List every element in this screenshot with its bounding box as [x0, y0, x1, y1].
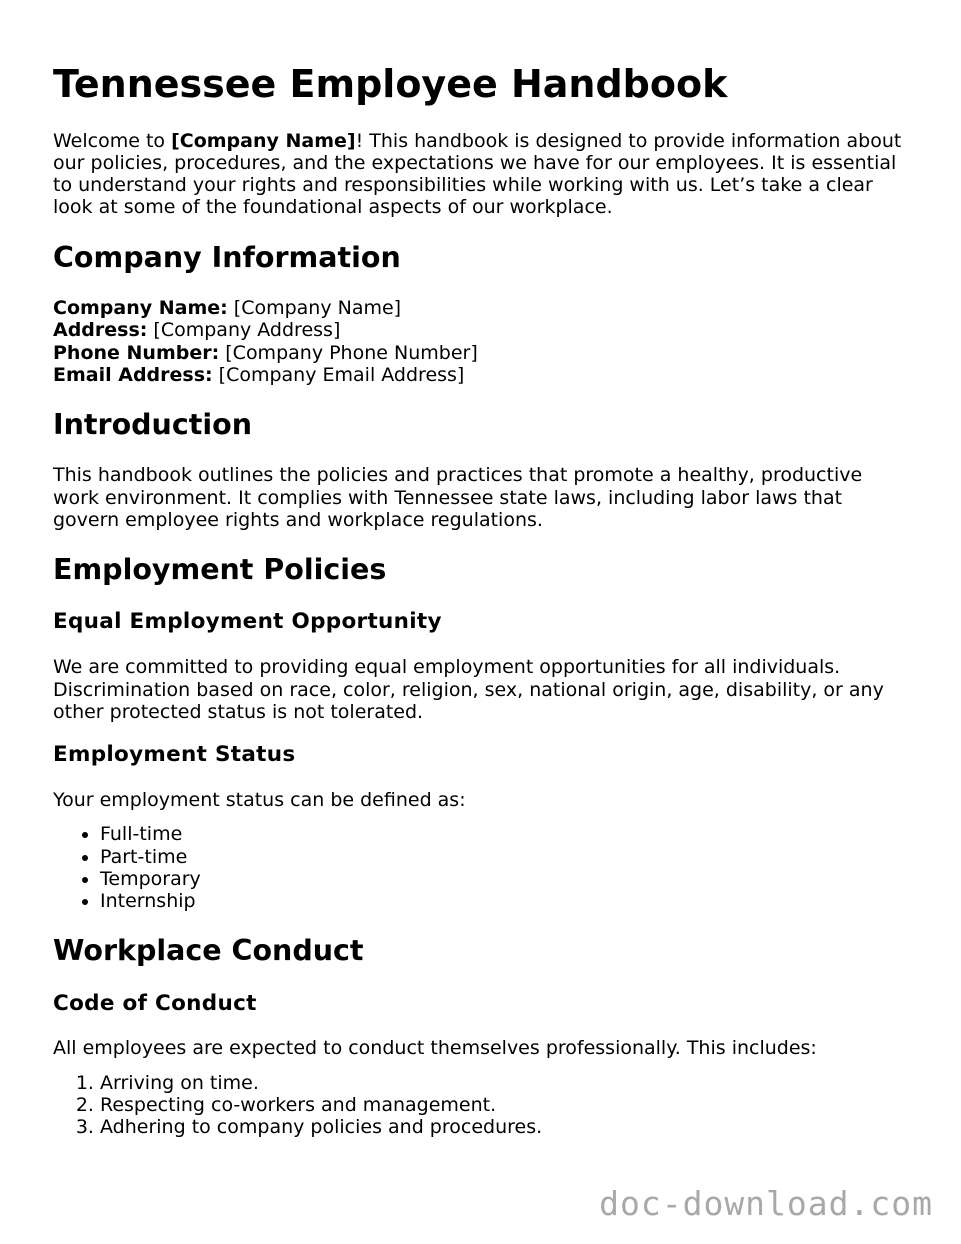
field-value: [Company Address]: [147, 319, 341, 342]
page-title: Tennessee Employee Handbook: [53, 62, 728, 106]
code-of-conduct-heading: Code of Conduct: [53, 990, 257, 1016]
watermark: doc-download.com: [599, 1184, 933, 1223]
company-name-field: [53, 297, 913, 319]
company-information-block: [53, 297, 913, 386]
eeo-heading: Equal Employment Opportunity: [53, 609, 442, 635]
list-item: • Temporary: [100, 868, 913, 890]
field-value: [Company Name]: [227, 296, 402, 319]
document-page: [53, 62, 913, 1154]
introduction-paragraph: This handbook outlines the policies and practices that promote a healthy, productive work environment. It complies with Tennessee state laws, including labor laws that govern employee rights and workplace regulations.: [53, 464, 863, 531]
code-of-conduct-list: [53, 1072, 913, 1139]
company-information-heading: Company Information: [53, 240, 401, 274]
list-item: • Part-time: [100, 846, 913, 868]
field-label: Company Name:: [53, 296, 228, 319]
list-item: • Full-time: [100, 823, 913, 845]
field-value: [Company Phone Number]: [219, 341, 478, 364]
list-item: 2. Respecting co-workers and management.: [100, 1094, 913, 1116]
code-of-conduct-intro: All employees are expected to conduct themselves professionally. This includes:: [53, 1037, 817, 1060]
employment-status-list: [53, 823, 913, 912]
welcome-post: ! This handbook is designed to provide information about our policies, procedures, and the expectations we have for our employees. It is essential to understand your rights and responsibilities while working with us. Let’s take a clear look at some of the foundational aspects of our workplace.: [53, 129, 902, 219]
field-label: Phone Number:: [53, 341, 220, 364]
welcome-paragraph: [53, 130, 913, 219]
workplace-conduct-heading: Workplace Conduct: [53, 934, 364, 968]
phone-number-field: [53, 342, 913, 364]
employment-status-heading: Employment Status: [53, 742, 296, 768]
employment-policies-heading: Employment Policies: [53, 553, 387, 587]
welcome-pre: Welcome to: [53, 129, 172, 152]
list-item: 1. Arriving on time.: [100, 1072, 913, 1094]
employment-status-intro: Your employment status can be defined as:: [53, 788, 466, 811]
list-item: 3. Adhering to company policies and procedures.: [100, 1116, 913, 1138]
eeo-paragraph: We are committed to providing equal employment opportunities for all individuals. Discrimination based on race, color, religion, sex, national origin, age, disability, or any other protected status is not tolerated.: [53, 656, 884, 723]
field-label: Email Address:: [53, 363, 213, 386]
field-value: [Company Email Address]: [212, 363, 465, 386]
address-field: [53, 319, 913, 341]
introduction-heading: Introduction: [53, 408, 252, 442]
list-item: • Internship: [100, 890, 913, 912]
field-label: Address:: [53, 319, 148, 342]
email-address-field: [53, 364, 913, 386]
welcome-company-placeholder: [Company Name]: [171, 129, 356, 152]
